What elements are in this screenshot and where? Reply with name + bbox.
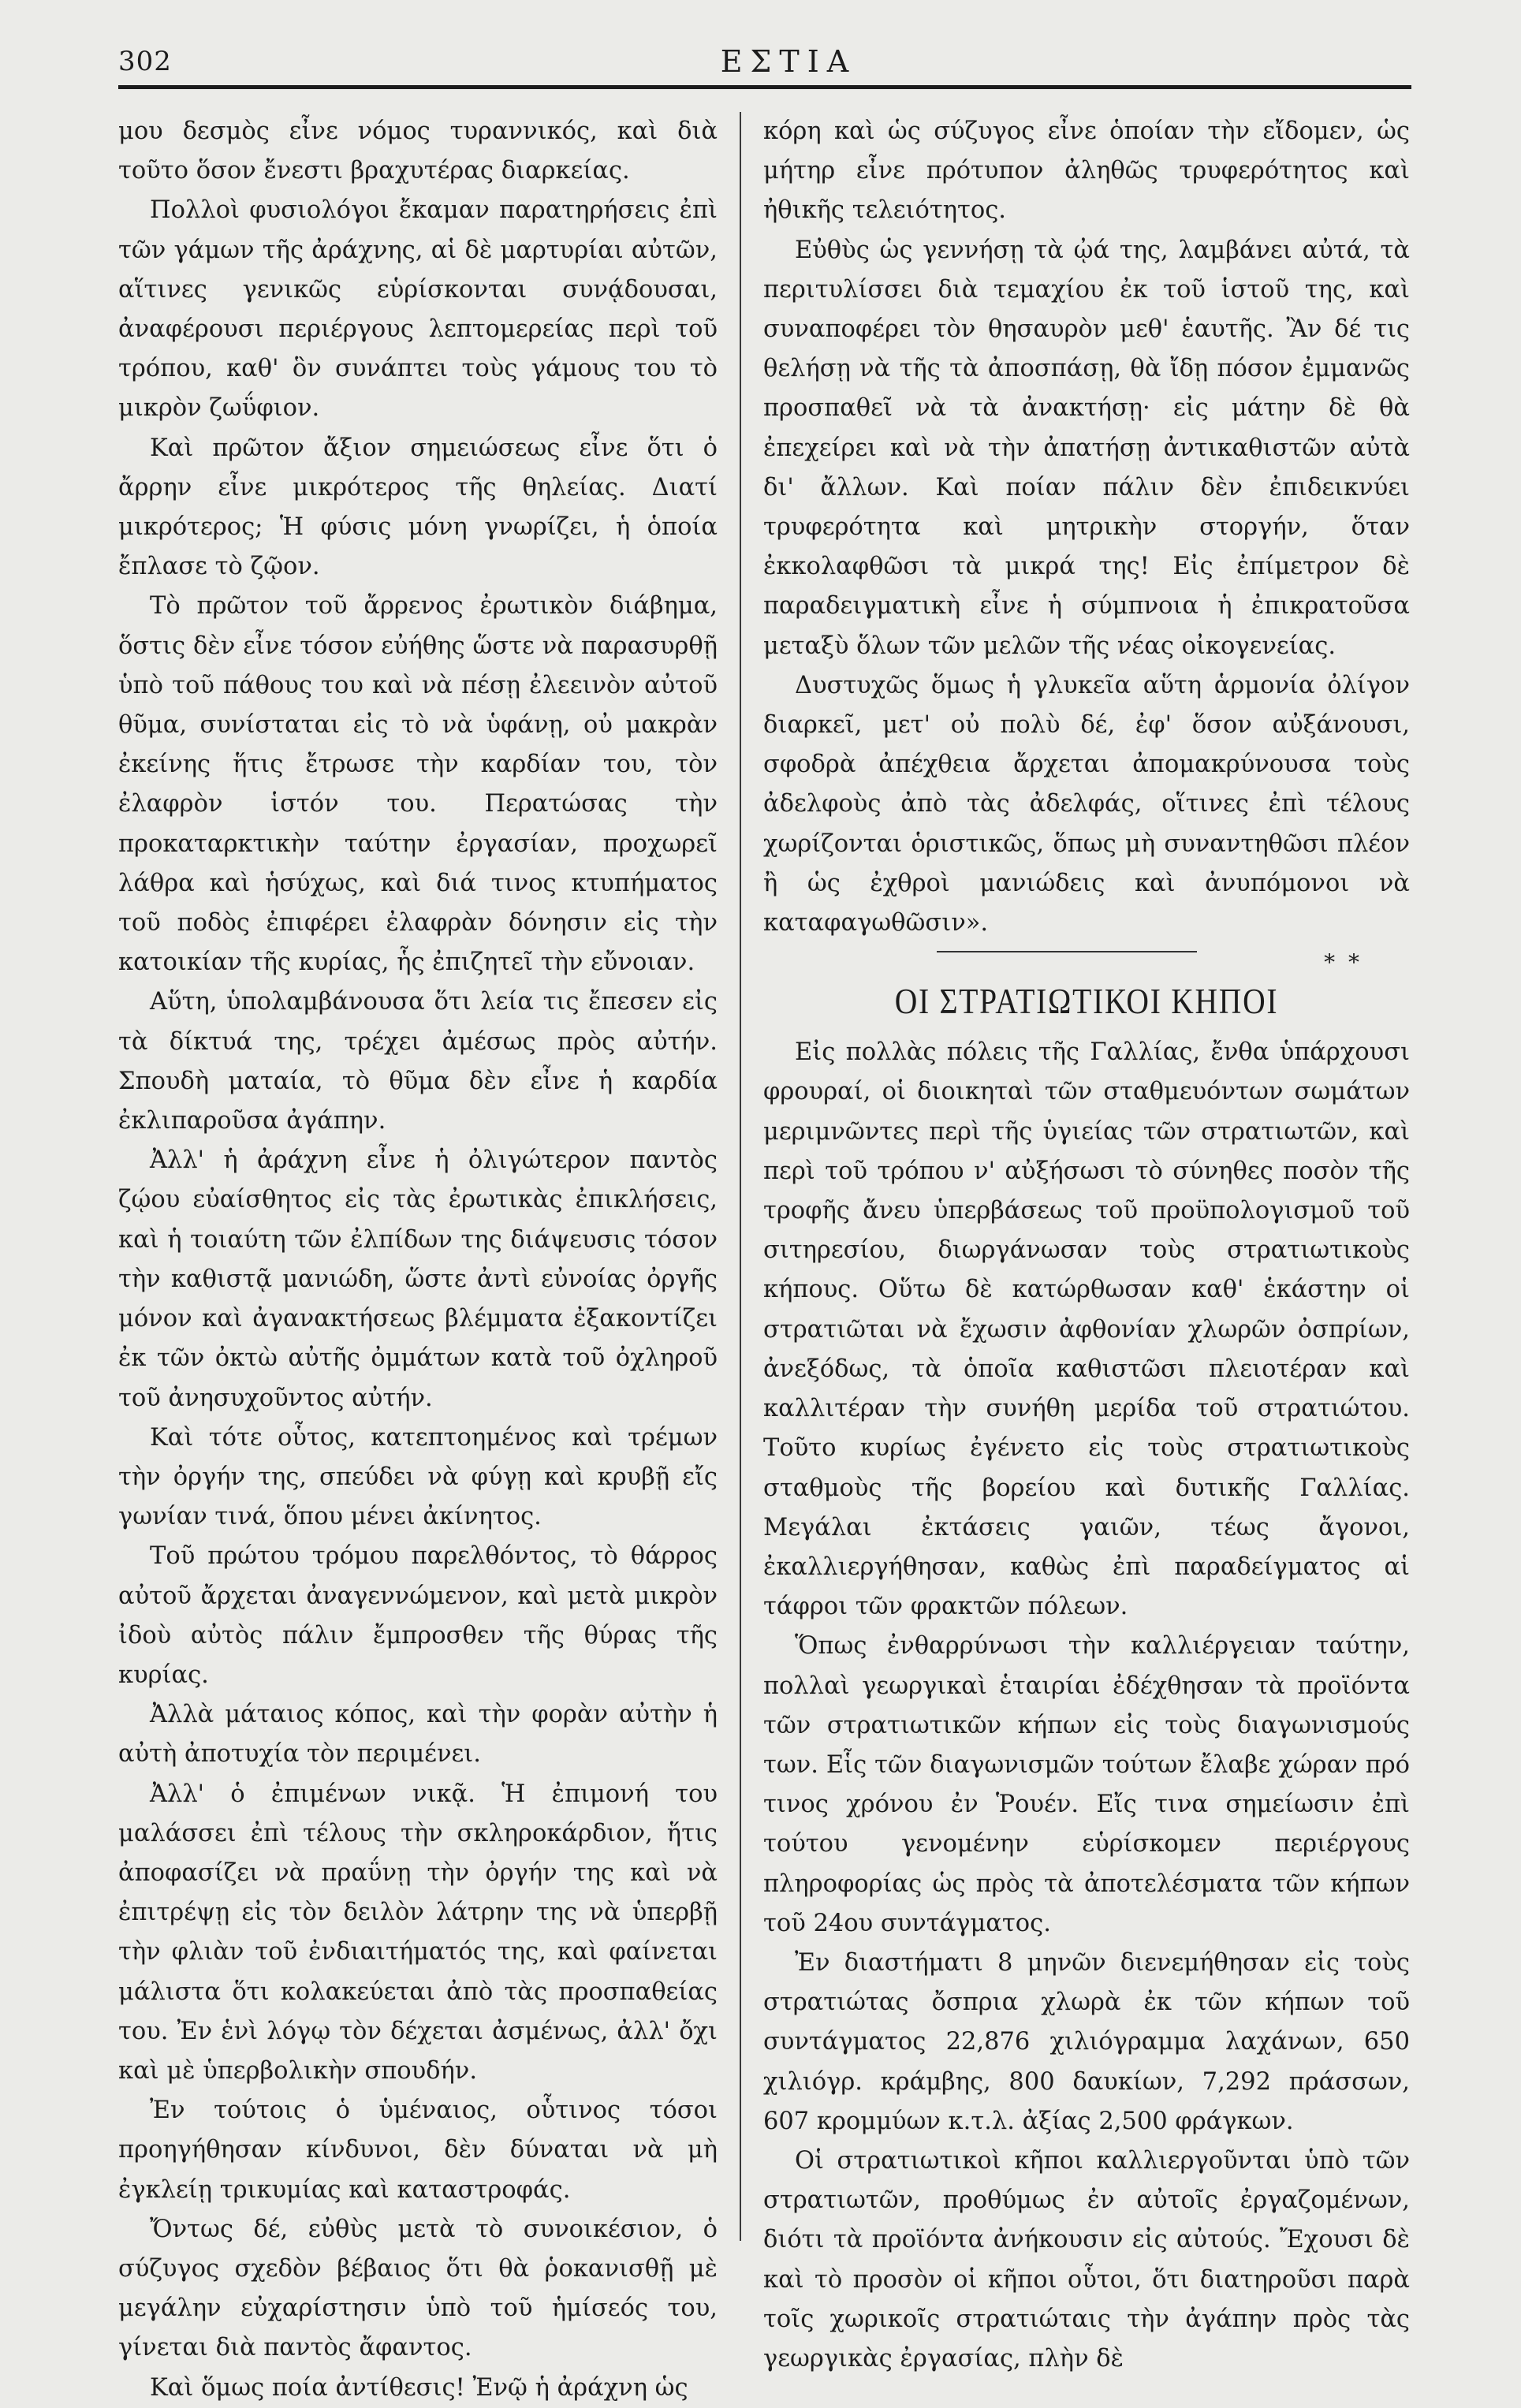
right-paragraph-1: κόρη καὶ ὡς σύζυγος εἶνε ὁποίαν τὴν εἴδομεν, ὡς μήτηρ εἶνε πρότυπον ἀληθῶς τρυφερότητος καὶ ἠθικῆς τελειότητος. (763, 117, 1410, 225)
left-paragraph-8: Τοῦ πρώτου τρόμου παρελθόντος, τὸ θάρρος αὐτοῦ ἄρχεται ἀναγεννώμενον, καὶ μετὰ μικρὸν ἰδοὺ αὐτὸς πάλιν ἔμπροσθεν τῆς θύρας τῆς κυρίας. (118, 1542, 718, 1689)
left-paragraph-10: Ἀλλ' ὁ ἐπιμένων νικᾷ. Ἡ ἐπιμονή του μαλάσσει ἐπὶ τέλους τὴν σκληροκάρδιον, ἥτις ἀποφασίζει νὰ πραΰνῃ τὴν ὀργήν της καὶ νὰ ἐπιτρέψῃ εἰς τὸν δειλὸν λάτρην της νὰ ὑπερβῇ τὴν φλιὰν τοῦ ἐνδιαιτήματός της, καὶ φαίνεται μάλιστα ὅτι κολακεύεται ἀπὸ τὰς προσπαθείας του. Ἐν ἑνὶ λόγῳ τὸν δέχεται ἀσμένως, ἀλλ' ὄχι καὶ μὲ ὑπερβολικὴν σπουδήν. (118, 1780, 718, 2085)
left-paragraph-6: Ἀλλ' ἡ ἀράχνη εἶνε ἡ ὀλιγώτερον παντὸς ζῴου εὐαίσθητος εἰς τὰς ἐρωτικὰς ἐπικλήσεις, καὶ ἡ τοιαύτη τῶν ἐλπίδων της διάψευσις τόσον τὴν καθιστᾷ μανιώδη, ὥστε ἀντὶ εὐνοίας ὀργῆς μόνον καὶ ἀγανακτήσεως βλέμματα ἐξακοντίζει ἐκ τῶν ὀκτὼ αὐτῆς ὀμμάτων κατὰ τοῦ ὀχληροῦ τοῦ ἀνησυχοῦντος αὐτήν. (118, 1146, 718, 1412)
right-paragraph-6: Ἐν διαστήματι 8 μηνῶν διενεμήθησαν εἰς τοὺς στρατιώτας ὄσπρια χλωρὰ ἐκ τῶν κήπων τοῦ συντάγματος 22,876 χιλιόγραμμα λαχάνων, 650 χιλιόγρ. κράμβης, 800 δαυκίων, 7,292 πράσσων, 607 κρομμύων κ.τ.λ. ἀξίας 2,500 φράγκων. (763, 1948, 1410, 2135)
left-paragraph-9: Ἀλλὰ μάταιος κόπος, καὶ τὴν φορὰν αὐτὴν ἡ αὐτὴ ἀποτυχία τὸν περιμένει. (118, 1701, 718, 1769)
left-paragraph-4: Τὸ πρῶτον τοῦ ἄρρενος ἐρωτικὸν διάβημα, ὅστις δὲν εἶνε τόσον εὐήθης ὥστε νὰ παρασυρθῇ ὑπὸ τοῦ πάθους του καὶ νὰ πέσῃ ἐλεεινὸν αὐτοῦ θῦμα, συνίσταται εἰς τὸ νὰ ὑφάνῃ, οὐ μακρὰν ἐκείνης ἥτις ἔτρωσε τὴν καρδίαν του, τὸν ἐλαφρὸν ἱστόν του. Περατώσας τὴν προκαταρκτικὴν ταύτην ἐργασίαν, προχωρεῖ λάθρα καὶ ἡσύχως, καὶ διά τινος κτυπήματος τοῦ ποδὸς ἐπιφέρει ἐλαφρὰν δόνησιν εἰς τὴν κατοικίαν τῆς κυρίας, ἧς ἐπιζητεῖ τὴν εὔνοιαν. (118, 592, 718, 977)
left-paragraph-2: Πολλοὶ φυσιολόγοι ἔκαμαν παρατηρήσεις ἐπὶ τῶν γάμων τῆς ἀράχνης, αἱ δὲ μαρτυρίαι αὐτῶν, αἵτινες γενικῶς εὑρίσκονται συνᾴδουσαι, ἀναφέρουσι περιέργους λεπτομερείας περὶ τοῦ τρόπου, καθ' ὃν συνάπτει τοὺς γάμους του τὸ μικρὸν ζωΰφιον. (118, 196, 718, 423)
separator-stars: * * (1324, 949, 1363, 976)
left-paragraph-5: Αὕτη, ὑπολαμβάνουσα ὅτι λεία τις ἔπεσεν εἰς τὰ δίκτυά της, τρέχει ἀμέσως πρὸς αὐτήν. Σπουδὴ ματαία, τὸ θῦμα δὲν εἶνε ἡ καρδία ἐκλιπαροῦσα ἀγάπην. (118, 988, 718, 1135)
left-paragraph-12: Ὄντως δέ, εὐθὺς μετὰ τὸ συνοικέσιον, ὁ σύζυγος σχεδὸν βέβαιος ὅτι θὰ ῥοκανισθῇ μὲ μεγάλην εὐχαρίστησιν ὑπὸ τοῦ ἡμίσεός του, γίνεται διὰ παντὸς ἄφαντος. (118, 2215, 718, 2362)
right-column (763, 112, 1410, 2379)
left-paragraph-1: μου δεσμὸς εἶνε νόμος τυραννικός, καὶ διὰ τοῦτο ὅσον ἔνεστι βραχυτέρας διαρκείας. (118, 117, 718, 185)
left-paragraph-7: Καὶ τότε οὗτος, κατεπτοημένος καὶ τρέμων τὴν ὀργήν της, σπεύδει νὰ φύγῃ καὶ κρυβῇ εἴς γωνίαν τινά, ὅπου μένει ἀκίνητος. (118, 1423, 718, 1531)
page-header (118, 41, 1411, 80)
page-number: 302 (118, 46, 172, 77)
section-title: ΟΙ ΣΤΡΑΤΙΩΤΙΚΟΙ ΚΗΠΟΙ (894, 981, 1279, 1022)
running-title: ΕΣΤΙΑ (720, 44, 857, 79)
section-separator (763, 946, 1410, 976)
right-paragraph-7: Οἱ στρατιωτικοὶ κῆποι καλλιεργοῦνται ὑπὸ τῶν στρατιωτῶν, προθύμως ἐν αὐτοῖς ἐργαζομένων, διότι τὰ προϊόντα ἀνήκουσιν εἰς αὐτούς. Ἔχουσι δὲ καὶ τὸ προσὸν οἱ κῆποι οὗτοι, ὅτι διατηροῦσι παρὰ τοῖς χωρικοῖς στρατιώταις τὴν ἀγάπην πρὸς τὰς γεωργικὰς ἐργασίας, πλὴν δὲ (763, 2146, 1410, 2373)
header-rule (118, 85, 1411, 89)
left-column (118, 112, 718, 2408)
right-paragraph-2: Εὐθὺς ὡς γεννήσῃ τὰ ᾠά της, λαμβάνει αὐτά, τὰ περιτυλίσσει διὰ τεμαχίου ἐκ τοῦ ἱστοῦ της, καὶ συναποφέρει τὸν θησαυρὸν μεθ' ἑαυτῆς. Ἂν δέ τις θελήσῃ νὰ τῆς τὰ ἀποσπάσῃ, θὰ ἴδῃ πόσον ἐμμανῶς προσπαθεῖ νὰ τὰ ἀνακτήσῃ· εἰς μάτην δὲ θὰ ἐπεχείρει καὶ νὰ τὴν ἀπατήσῃ ἀντικαθιστῶν αὐτὰ δι' ἄλλων. Καὶ ποίαν πάλιν δὲν ἐπιδεικνύει τρυφερότητα καὶ μητρικὴν στοργήν, ὅταν ἐκκολαφθῶσι τὰ μικρά της! Εἰς ἐπίμετρον δὲ παραδειγματικὴ εἶνε ἡ σύμπνοια ἡ ἐπικρατοῦσα μεταξὺ ὅλων τῶν μελῶν τῆς νέας οἰκογενείας. (763, 236, 1410, 660)
left-paragraph-13: Καὶ ὅμως ποία ἀντίθεσις! Ἐνῷ ἡ ἀράχνη ὡς (150, 2373, 688, 2402)
right-paragraph-4: Εἰς πολλὰς πόλεις τῆς Γαλλίας, ἔνθα ὑπάρχουσι φρουραί, οἱ διοικηταὶ τῶν σταθμευόντων σωμάτων μεριμνῶντες περὶ τῆς ὑγιείας τῶν στρατιωτῶν, καὶ περὶ τοῦ τρόπου ν' αὐξήσωσι τὸ σύνηθες ποσὸν τῆς τροφῆς ἄνευ ὑπερβάσεως τοῦ προϋπολογισμοῦ τοῦ σιτηρεσίου, διωργάνωσαν τοὺς στρατιωτικοὺς κήπους. Οὕτω δὲ κατώρθωσαν καθ' ἑκάστην οἱ στρατιῶται νὰ ἔχωσιν ἀφθονίαν χλωρῶν ὀσπρίων, ἀνεξόδως, τὰ ὁποῖα καθιστῶσι πλειοτέραν καὶ καλλιτέραν τὴν συνήθη μερίδα τοῦ στρατιώτου. Τοῦτο κυρίως ἐγένετο εἰς τοὺς στρατιωτικοὺς σταθμοὺς τῆς βορείου καὶ δυτικῆς Γαλλίας. Μεγάλαι ἐκτάσεις γαιῶν, τέως ἄγονοι, ἐκαλλιεργήθησαν, καθὼς ἐπὶ παραδείγματος αἱ τάφροι τῶν φρακτῶν πόλεων. (763, 1038, 1410, 1621)
left-paragraph-11: Ἐν τούτοις ὁ ὑμέναιος, οὗτινος τόσοι προηγήθησαν κίνδυνοι, δὲν δύναται νὰ μὴ ἐγκλείῃ τρικυμίας καὶ καταστροφάς. (118, 2097, 718, 2204)
separator-rule (937, 951, 1197, 952)
column-divider (740, 112, 741, 2241)
right-paragraph-5: Ὅπως ἐνθαρρύνωσι τὴν καλλιέργειαν ταύτην, πολλαὶ γεωργικαὶ ἑταιρίαι ἐδέχθησαν τὰ προϊόντα τῶν στρατιωτικῶν κήπων εἰς τοὺς διαγωνισμούς των. Εἷς τῶν διαγωνισμῶν τούτων ἔλαβε χώραν πρό τινος χρόνου ἐν Ῥουέν. Εἴς τινα σημείωσιν ἐπὶ τούτου γενομένην εὑρίσκομεν περιέργους πληροφορίας ὡς πρὸς τὰ ἀποτελέσματα τῶν κήπων τοῦ 24ου συντάγματος. (763, 1632, 1410, 1937)
right-paragraph-3: Δυστυχῶς ὅμως ἡ γλυκεῖα αὕτη ἁρμονία ὀλίγον διαρκεῖ, μετ' οὐ πολὺ δέ, ἐφ' ὅσον αὐξάνουσι, σφοδρὰ ἀπέχθεια ἄρχεται ἀπομακρύνουσα τοὺς ἀδελφοὺς ἀπὸ τὰς ἀδελφάς, οἵτινες ἐπὶ τέλους χωρίζονται ὁριστικῶς, ὅπως μὴ συναντηθῶσι πλέον ἢ ὡς ἐχθροὶ μανιώδεις καὶ ἀνυπόμονοι νὰ καταφαγωθῶσιν». (763, 671, 1410, 937)
left-paragraph-3: Καὶ πρῶτον ἄξιον σημειώσεως εἶνε ὅτι ὁ ἄρρην εἶνε μικρότερος τῆς θηλείας. Διατί μικρότερος; Ἡ φύσις μόνη γνωρίζει, ἡ ὁποία ἔπλασε τὸ ζῷον. (118, 434, 718, 581)
